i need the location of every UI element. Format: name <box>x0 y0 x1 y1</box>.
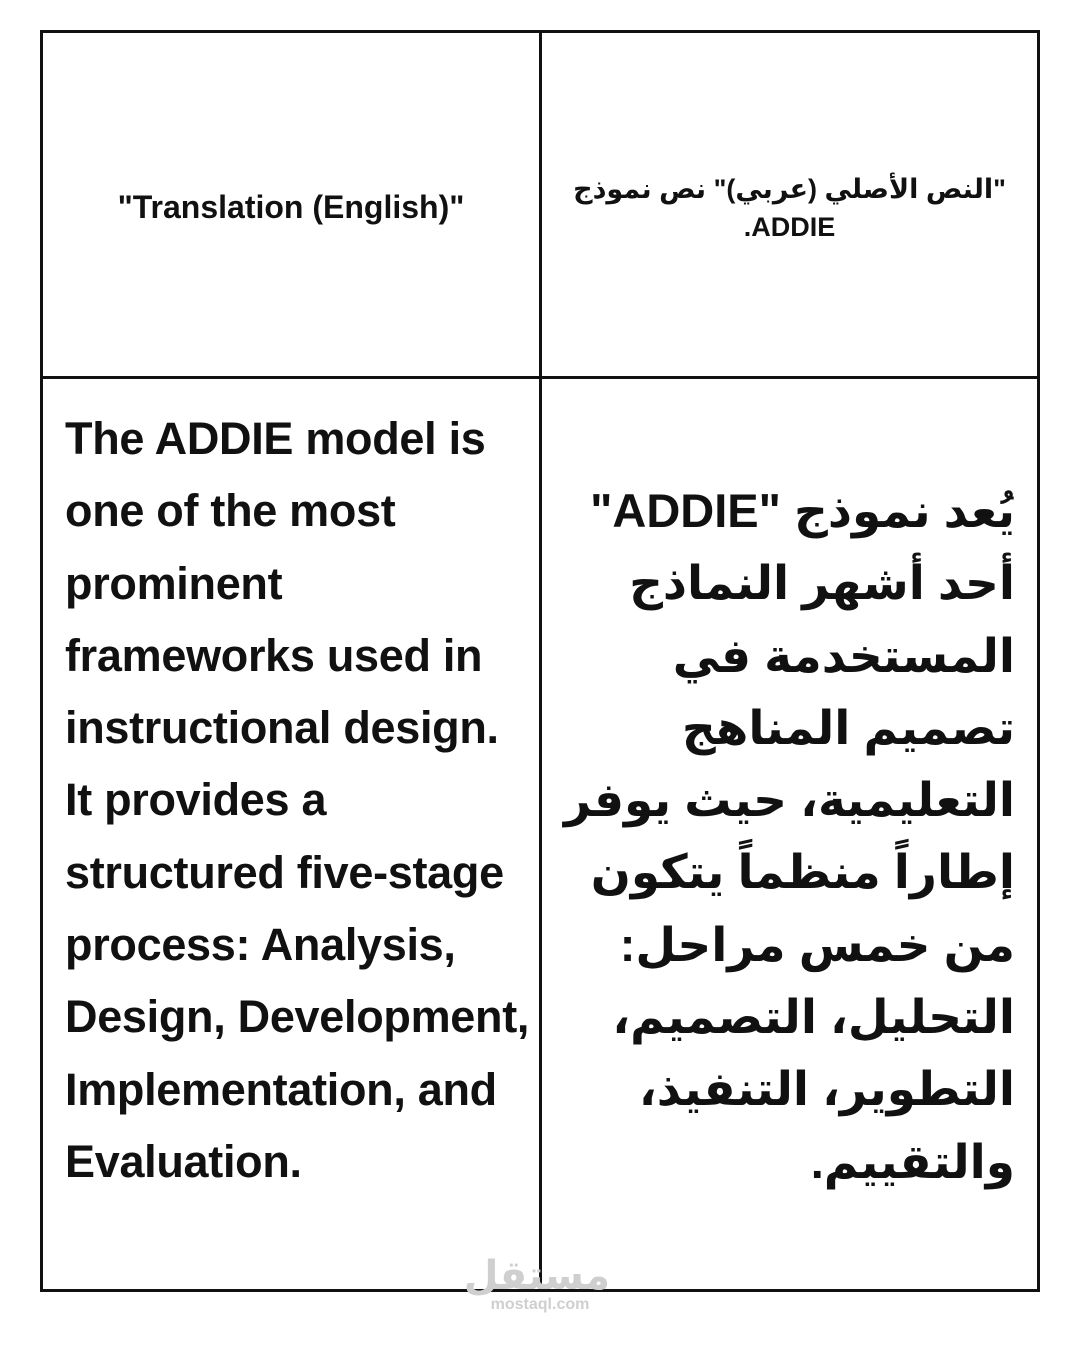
watermark-latin: mostaql.com <box>490 1296 590 1313</box>
header-arabic-text: "النص الأصلي (عربي)" نص نموذج ADDIE. <box>573 174 1006 242</box>
translation-table <box>40 30 1040 1292</box>
body-cell-english <box>43 379 542 1289</box>
header-cell-english <box>43 33 542 379</box>
body-english-text: The ADDIE model is one of the most prominent frameworks used in instructional design. It provides a structured five-stage process: Analysis, Design, Development, Implementation, and Evaluation. <box>65 413 530 1187</box>
header-cell-arabic <box>542 33 1037 379</box>
watermark-arabic: مستقل <box>463 1254 610 1298</box>
body-arabic-text: يُعد نموذج "ADDIE" أحد أشهر النماذج المستخدمة في تصميم المناهج التعليمية، حيث يوفر إطاراً منظماً يتكون من خمس مراحل: التحليل، التصميم، التطوير، التنفيذ، والتقييم. <box>564 484 1015 1188</box>
body-cell-arabic <box>542 379 1037 1289</box>
header-english-text: "Translation (English)" <box>117 189 465 225</box>
